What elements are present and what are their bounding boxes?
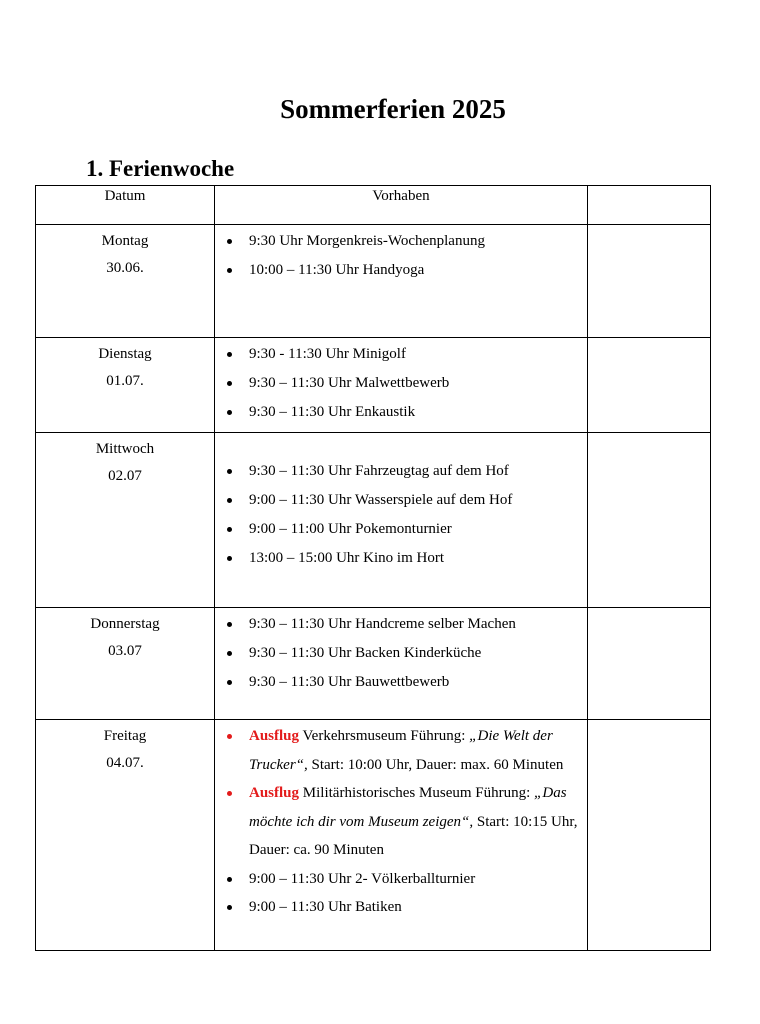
day-name: Donnerstag <box>90 616 160 632</box>
schedule-table <box>35 185 711 951</box>
activity-list <box>215 338 587 427</box>
excursion-item <box>249 779 583 865</box>
list-item: 9:30 – 11:30 Uhr Malwettbewerb <box>249 369 583 398</box>
excursion-topic: „Das möchte ich dir vom Museum zeigen“, <box>249 785 567 830</box>
excursion-place: Verkehrsmuseum Führung: <box>302 728 466 744</box>
day-date: 30.06. <box>106 260 144 276</box>
empty-cell <box>588 338 711 433</box>
table-row <box>36 433 711 608</box>
header-empty <box>588 186 711 225</box>
date-cell <box>36 433 215 608</box>
day-date: 02.07 <box>108 468 142 484</box>
activities-cell <box>215 720 588 951</box>
activities-cell <box>215 225 588 338</box>
list-item: 9:00 – 11:30 Uhr Batiken <box>249 893 583 922</box>
excursion-place: Militärhistorisches Museum Führung: <box>302 785 531 801</box>
excursion-label: Ausflug <box>249 785 300 801</box>
day-name: Montag <box>101 233 149 249</box>
date-cell <box>36 720 215 951</box>
list-item: 9:30 – 11:30 Uhr Handcreme selber Machen <box>249 610 583 639</box>
activities-cell <box>215 433 588 608</box>
activity-list <box>215 225 587 285</box>
week-title: 1. Ferienwoche <box>86 156 235 181</box>
table-row <box>36 225 711 338</box>
list-item: 10:00 – 11:30 Uhr Handyoga <box>249 256 583 285</box>
excursion-details: Start: 10:15 Uhr, Dauer: ca. 90 Minuten <box>249 813 578 858</box>
list-item: 9:30 – 11:30 Uhr Enkaustik <box>249 398 583 427</box>
date-cell <box>36 608 215 720</box>
day-name: Mittwoch <box>95 441 155 457</box>
list-item: 9:00 – 11:30 Uhr 2- Völkerballturnier <box>249 865 583 894</box>
list-item: 9:30 Uhr Morgenkreis-Wochenplanung <box>249 227 583 256</box>
list-item: 9:00 – 11:00 Uhr Pokemonturnier <box>249 515 583 544</box>
excursion-topic: „Die Welt der Trucker“, <box>249 728 553 773</box>
table-row <box>36 338 711 433</box>
list-item: 13:00 – 15:00 Uhr Kino im Hort <box>249 544 583 573</box>
header-datum: Datum <box>36 186 215 225</box>
list-item: 9:30 – 11:30 Uhr Fahrzeugtag auf dem Hof <box>249 457 583 486</box>
day-date: 01.07. <box>106 373 144 389</box>
empty-cell <box>588 608 711 720</box>
empty-cell <box>588 433 711 608</box>
day-name: Freitag <box>103 728 147 744</box>
activity-list <box>215 720 587 922</box>
day-name: Dienstag <box>98 346 152 362</box>
list-item: 9:30 - 11:30 Uhr Minigolf <box>249 340 583 369</box>
activities-cell <box>215 608 588 720</box>
table-header-row <box>36 186 711 225</box>
list-item: 9:30 – 11:30 Uhr Bauwettbewerb <box>249 668 583 697</box>
list-item: 9:30 – 11:30 Uhr Backen Kinderküche <box>249 639 583 668</box>
page-title: Sommerferien 2025 <box>280 94 506 124</box>
list-item: 9:00 – 11:30 Uhr Wasserspiele auf dem Hof <box>249 486 583 515</box>
date-cell <box>36 225 215 338</box>
date-cell <box>36 338 215 433</box>
empty-cell <box>588 720 711 951</box>
activities-cell <box>215 338 588 433</box>
excursion-label: Ausflug <box>249 728 300 744</box>
day-date: 04.07. <box>106 755 144 771</box>
activity-list <box>215 433 587 573</box>
excursion-details: Start: 10:00 Uhr, Dauer: max. 60 Minuten <box>311 756 564 773</box>
excursion-item <box>249 722 583 779</box>
table-row <box>36 720 711 951</box>
activity-list <box>215 608 587 697</box>
header-vorhaben: Vorhaben <box>215 186 588 225</box>
day-date: 03.07 <box>108 643 142 659</box>
table-row <box>36 608 711 720</box>
empty-cell <box>588 225 711 338</box>
